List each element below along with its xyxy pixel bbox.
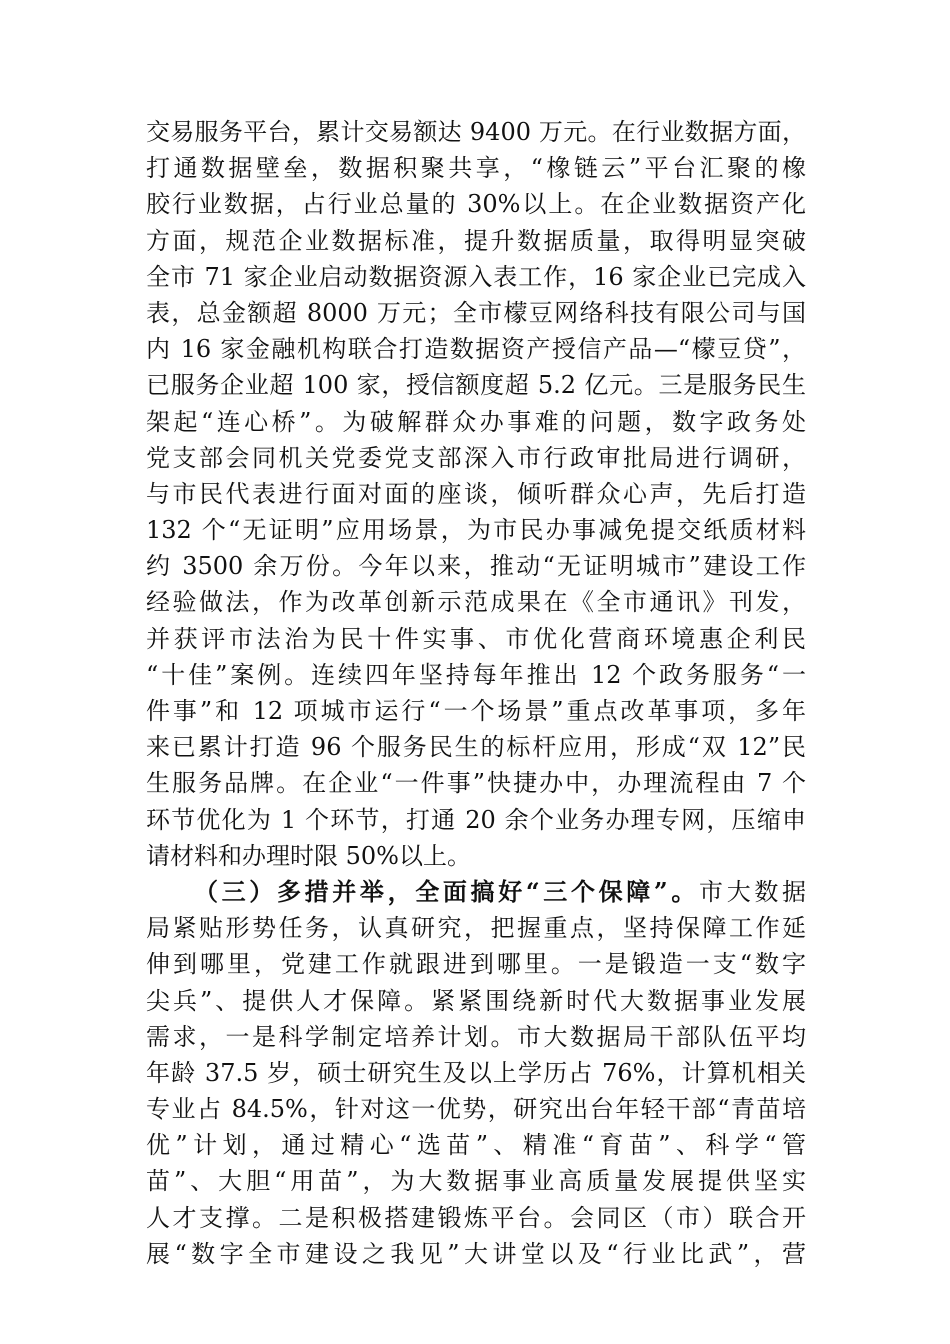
text-line: 来已累计打造 96 个服务民生的标杆应用，形成“双 12”民 bbox=[146, 733, 806, 762]
text-line: 局紧贴形势任务，认真研究，把握重点，坚持保障工作延 bbox=[146, 914, 806, 943]
text-line: “十佳”案例。连续四年坚持每年推出 12 个政务服务“一 bbox=[146, 660, 806, 689]
text-line: 请材料和办理时限 50%以上。 bbox=[146, 841, 471, 870]
text-line: 打通数据壁垒，数据积聚共享，“橡链云”平台汇聚的橡 bbox=[146, 154, 806, 183]
text-line: 经验做法，作为改革创新示范成果在《全市通讯》刊发， bbox=[146, 588, 806, 617]
text-line: 伸到哪里，党建工作就跟进到哪里。一是锻造一支“数字 bbox=[146, 950, 806, 979]
text-line: 苗”、大胆“用苗”，为大数据事业高质量发展提供坚实 bbox=[146, 1167, 806, 1196]
document-body bbox=[146, 114, 806, 1272]
text-line: 已服务企业超 100 家，授信额度超 5.2 亿元。三是服务民生 bbox=[146, 371, 806, 400]
text-line: 尖兵”、提供人才保障。紧紧围绕新时代大数据事业发展 bbox=[146, 986, 806, 1015]
text-line: 132 个“无证明”应用场景，为市民办事减免提交纸质材料 bbox=[146, 516, 806, 545]
text-line: 环节优化为 1 个环节，打通 20 余个业务办理专网，压缩申 bbox=[146, 805, 806, 834]
section-heading: （三）多措并举，全面搞好“三个保障”。 bbox=[194, 876, 700, 906]
text-line: 交易服务平台，累计交易额达 9400 万元。在行业数据方面， bbox=[146, 118, 806, 146]
text-line: 人才支撑。二是积极搭建锻炼平台。会同区（市）联合开 bbox=[146, 1203, 806, 1232]
text-line: 并获评市法治为民十件实事、市优化营商环境惠企利民 bbox=[146, 624, 806, 653]
text-line: 与市民代表进行面对面的座谈，倾听群众心声，先后打造 bbox=[146, 479, 806, 508]
text-line: 方面，规范企业数据标准，提升数据质量，取得明显突破 bbox=[146, 226, 806, 255]
text-line: 生服务品牌。在企业“一件事”快捷办中，办理流程由 7 个 bbox=[146, 769, 806, 798]
text-line: 党支部会同机关党委党支部深入市行政审批局进行调研， bbox=[146, 443, 806, 472]
text-line: 胶行业数据，占行业总量的 30%以上。在企业数据资产化 bbox=[146, 190, 806, 219]
text-line: 展“数字全市建设之我见”大讲堂以及“行业比武”，营 bbox=[146, 1239, 806, 1268]
text-line: 年龄 37.5 岁，硕士研究生及以上学历占 76%，计算机相关 bbox=[146, 1058, 806, 1087]
text-line: 需求，一是科学制定培养计划。市大数据局干部队伍平均 bbox=[146, 1022, 806, 1051]
text-line: 内 16 家金融机构联合打造数据资产授信产品—“檬豆贷”， bbox=[146, 335, 806, 364]
text-line: 约 3500 余万份。今年以来，推动“无证明城市”建设工作 bbox=[146, 552, 806, 581]
text-line: 全市 71 家企业启动数据资源入表工作，16 家企业已完成入 bbox=[146, 262, 806, 291]
section-heading-continuation: 市大数据 bbox=[699, 877, 806, 906]
text-line: 专业占 84.5%，针对这一优势，研究出台年轻干部“青苗培 bbox=[146, 1095, 806, 1124]
text-line: 架起“连心桥”。为破解群众办事难的问题，数字政务处 bbox=[146, 407, 806, 436]
text-line: 表，总金额超 8000 万元；全市檬豆网络科技有限公司与国 bbox=[146, 298, 806, 327]
section-heading-line bbox=[146, 874, 806, 910]
text-line: 优”计划，通过精心“选苗”、精准“育苗”、科学“管 bbox=[146, 1131, 806, 1160]
text-line: 件事”和 12 项城市运行“一个场景”重点改革事项，多年 bbox=[146, 697, 806, 725]
